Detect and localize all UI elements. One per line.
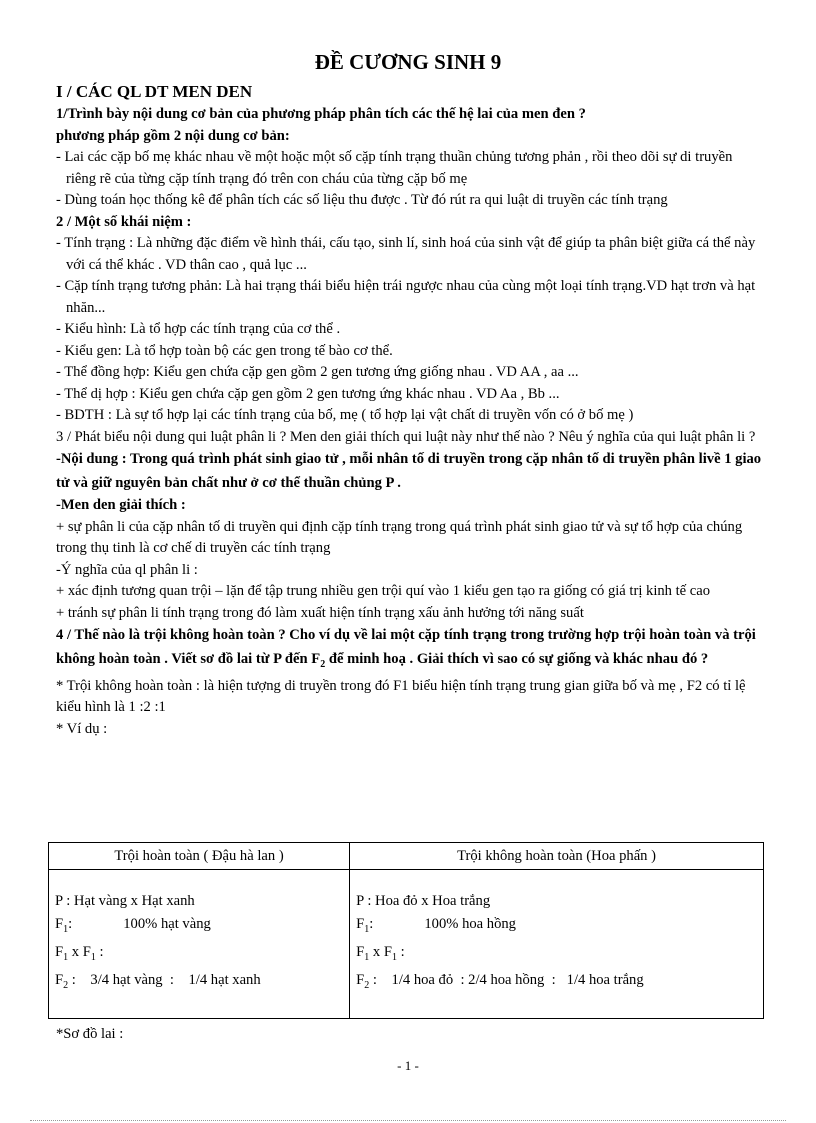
question-1-intro: phương pháp gồm 2 nội dung cơ bản: — [56, 127, 290, 144]
incomplete-dominance-definition: * Trội không hoàn toàn : là hiện tượng di truyền trong đó F1 biểu hiện tính trạng trung gian giữa bố và mẹ , F2 có tỉ lệ kiểu hình là 1 :2 :1 — [56, 677, 746, 716]
page-bottom-rule — [30, 1120, 786, 1121]
cross-f2: $F_2$ : 1/4 hoa đỏ : 2/4 hoa hồng : 1/4 hoa trắng — [356, 972, 644, 992]
question-1: 1/Trình bày nội dung cơ bản của phương pháp phân tích các thế hệ lai của men đen ? — [56, 106, 586, 122]
law-content: -Nội dung : Trong quá trình phát sinh giao tử , mỗi nhân tố di truyền trong cặp nhân tố di truyền phân livề 1 giao tử và giữ nguyên bản chất như ở cơ thể thuần chủng P . — [56, 451, 762, 491]
table-header-incomplete: Trội không hoàn toàn (Hoa phấn ) — [350, 843, 764, 870]
table-cell-incomplete — [350, 870, 764, 1019]
question-1-bullet-2: - Dùng toán học thống kê để phân tích các số liệu thu được . Từ đó rút ra qui luật di truyền các tính trạng — [56, 192, 668, 208]
table-cell-complete — [49, 870, 350, 1019]
mendel-explain: + sự phân li của cặp nhân tố di truyền qui định cặp tính trạng trong quá trình phát sinh giao tử và sự tổ hợp của chúng trong thụ tinh là cơ chế di truyền các tính trạng — [56, 518, 743, 556]
question-4: 4 / Thế nào là trội không hoàn toàn ? Cho ví dụ về lai một cặp tính trạng trong trường hợp trội hoàn toàn và trội không hoàn toàn . Viết sơ đồ lai từ P đến $F_2$ để minh hoạ . Giải thích vì sao có sự giống và khác nhau đó ? — [56, 627, 756, 670]
meaning-item: + xác định tương quan trội – lặn để tập trung nhiều gen trội quí vào 1 kiểu gen tạo ra giống có giá trị kinh tế cao — [56, 583, 711, 599]
cross-p: P : Hoa đỏ x Hoa trắng — [356, 893, 491, 909]
mendel-explain-heading: -Men den giải thích : — [56, 497, 186, 513]
page-number: - 1 - — [397, 1058, 419, 1073]
cross-f1xf1: $F_1$ x $F_1$ : — [356, 943, 405, 963]
cross-f1xf1: $F_1$ x $F_1$ : — [55, 943, 104, 963]
question-3: 3 / Phát biểu nội dung qui luật phân li ? Men den giải thích qui luật này như thế nào ? Nêu ý nghĩa của qui luật phân li ? — [56, 428, 756, 445]
example-label: * Ví dụ : — [56, 720, 108, 737]
cross-diagram-label: *Sơ đồ lai : — [56, 1026, 124, 1042]
meaning-item: + tránh sự phân li tính trạng trong đó làm xuất hiện tính trạng xấu ảnh hưởng tới năng suất — [56, 604, 584, 621]
definition-item: - Tính trạng : Là những đặc điểm về hình thái, cấu tạo, sinh lí, sinh hoá của sinh vật để giúp ta phân biệt giữa cá thể này với cá thể khác . VD thân cao , quả lục ... — [56, 235, 756, 273]
definition-item: - Cặp tính trạng tương phản: Là hai trạng thái biểu hiện trái ngược nhau của cùng một loại tính trạng.VD hạt trơn và hạt nhăn... — [56, 278, 756, 316]
definition-item: - BDTH : Là sự tổ hợp lại các tính trạng của bố, mẹ ( tổ hợp lại vật chất di truyền vốn có ở bố mẹ ) — [56, 407, 634, 423]
comparison-table — [48, 842, 764, 1019]
question-1-bullet-1: - Lai các cặp bố mẹ khác nhau về một hoặc một số cặp tính trạng thuần chủng tương phản , rồi theo dõi sự di truyền riêng rẽ của từng cặp tính trạng đó trên con cháu của từng cặp bố mẹ — [56, 149, 733, 187]
cross-p: P : Hạt vàng x Hạt xanh — [55, 893, 195, 909]
cross-f1: $F_1$: 100% hoa hồng — [356, 915, 516, 935]
meaning-heading: -Ý nghĩa của ql phân li : — [56, 561, 198, 578]
definition-item: - Thể dị hợp : Kiểu gen chứa cặp gen gồm 2 gen tương ứng khác nhau . VD Aa , Bb ... — [56, 385, 560, 402]
table-header-complete: Trội hoàn toàn ( Đậu hà lan ) — [49, 843, 350, 870]
section-heading: I / CÁC QL DT MEN DEN — [56, 82, 253, 101]
document-body — [56, 80, 764, 740]
definition-item: - Thể đồng hợp: Kiểu gen chứa cặp gen gồm 2 gen tương ứng giống nhau . VD AA , aa ... — [56, 364, 579, 380]
cross-f2: $F_2$ : 3/4 hạt vàng : 1/4 hạt xanh — [55, 972, 261, 992]
cross-f1: $F_1$: 100% hạt vàng — [55, 915, 211, 935]
question-2: 2 / Một số khái niệm : — [56, 213, 192, 230]
document-title: ĐỀ CƯƠNG SINH 9 — [314, 50, 502, 74]
definition-item: - Kiểu gen: Là tổ hợp toàn bộ các gen trong tế bào cơ thể. — [56, 342, 393, 359]
definition-item: - Kiểu hình: Là tổ hợp các tính trạng của cơ thể . — [56, 321, 341, 337]
